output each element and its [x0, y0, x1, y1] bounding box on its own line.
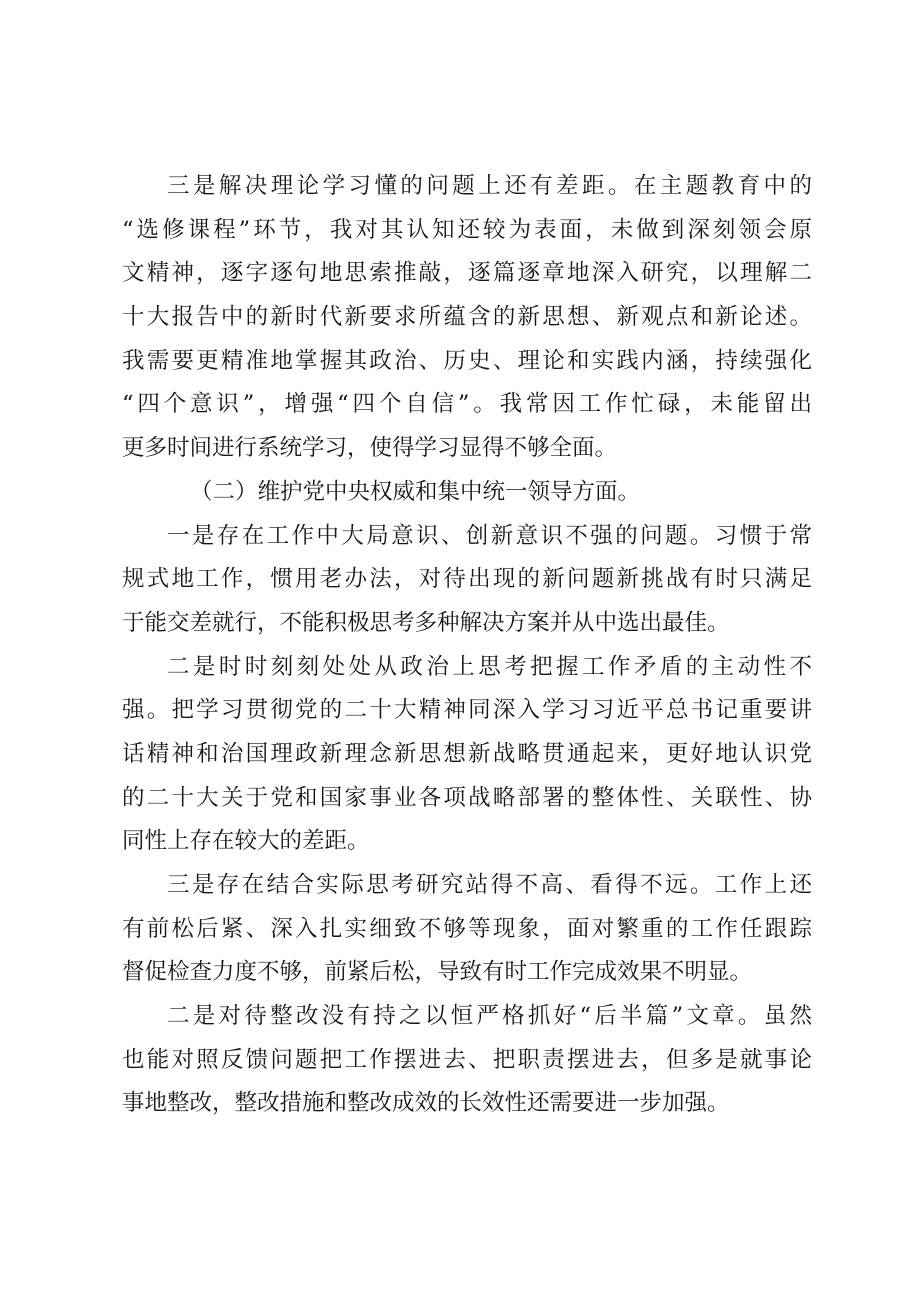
paragraph-4-line-1: 二是时时刻刻处处从政治上思考把握工作矛盾的主动性不 [167, 653, 812, 680]
paragraph-1-line-3: 文精神，逐字逐句地思索推敲，逐篇逐章地深入研究，以理解二 [122, 260, 812, 287]
section-heading: （二）维护党中央权威和集中统一领导方面。 [190, 478, 641, 505]
paragraph-6-line-2: 也能对照反馈问题把工作摆进去、把职责摆进去，但多是就事论 [122, 1046, 812, 1073]
paragraph-1-line-7: 更多时间进行系统学习，使得学习显得不够全面。 [122, 435, 618, 462]
paragraph-4-line-2: 强。把学习贯彻党的二十大精神同深入学习习近平总书记重要讲 [122, 697, 812, 724]
paragraph-1-line-5: 我需要更精准地掌握其政治、历史、理论和实践内涵，持续强化 [122, 347, 812, 374]
paragraph-1-line-2: “选修课程”环节，我对其认知还较为表面，未做到深刻领会原 [122, 216, 812, 243]
paragraph-6-line-3: 事地整改，整改措施和整改成效的长效性还需要进一步加强。 [122, 1090, 730, 1117]
paragraph-1-line-6: “四个意识”，增强“四个自信”。我常因工作忙碌，未能留出 [122, 391, 812, 418]
paragraph-4-line-3: 话精神和治国理政新理念新思想新战略贯通起来，更好地认识党 [122, 740, 812, 767]
paragraph-5-line-3: 督促检查力度不够，前紧后松，导致有时工作完成效果不明显。 [122, 959, 753, 986]
paragraph-5-line-1: 三是存在结合实际思考研究站得不高、看得不远。工作上还 [167, 872, 812, 898]
paragraph-3-line-1: 一是存在工作中大局意识、创新意识不强的问题。习惯于常 [167, 522, 812, 549]
paragraph-4-line-4: 的二十大关于党和国家事业各项战略部署的整体性、关联性、协 [122, 784, 812, 811]
paragraph-1-line-4: 十大报告中的新时代新要求所蕴含的新思想、新观点和新论述。 [122, 304, 812, 331]
document-body [122, 165, 812, 1126]
paragraph-3-line-2: 规式地工作，惯用老办法，对待出现的新问题新挑战有时只满足 [122, 566, 812, 593]
paragraph-1-line-1: 三是解决理论学习懂的问题上还有差距。在主题教育中的 [167, 173, 812, 199]
paragraph-3-line-3: 于能交差就行，不能积极思考多种解决方案并从中选出最佳。 [122, 609, 730, 636]
paragraph-6-line-1: 二是对待整改没有持之以恒严格抓好“后半篇”文章。虽然 [167, 1003, 812, 1030]
paragraph-5-line-2: 有前松后紧、深入扎实细致不够等现象，面对繁重的工作任跟踪 [122, 915, 812, 942]
paragraph-4-line-5: 同性上存在较大的差距。 [122, 828, 370, 855]
